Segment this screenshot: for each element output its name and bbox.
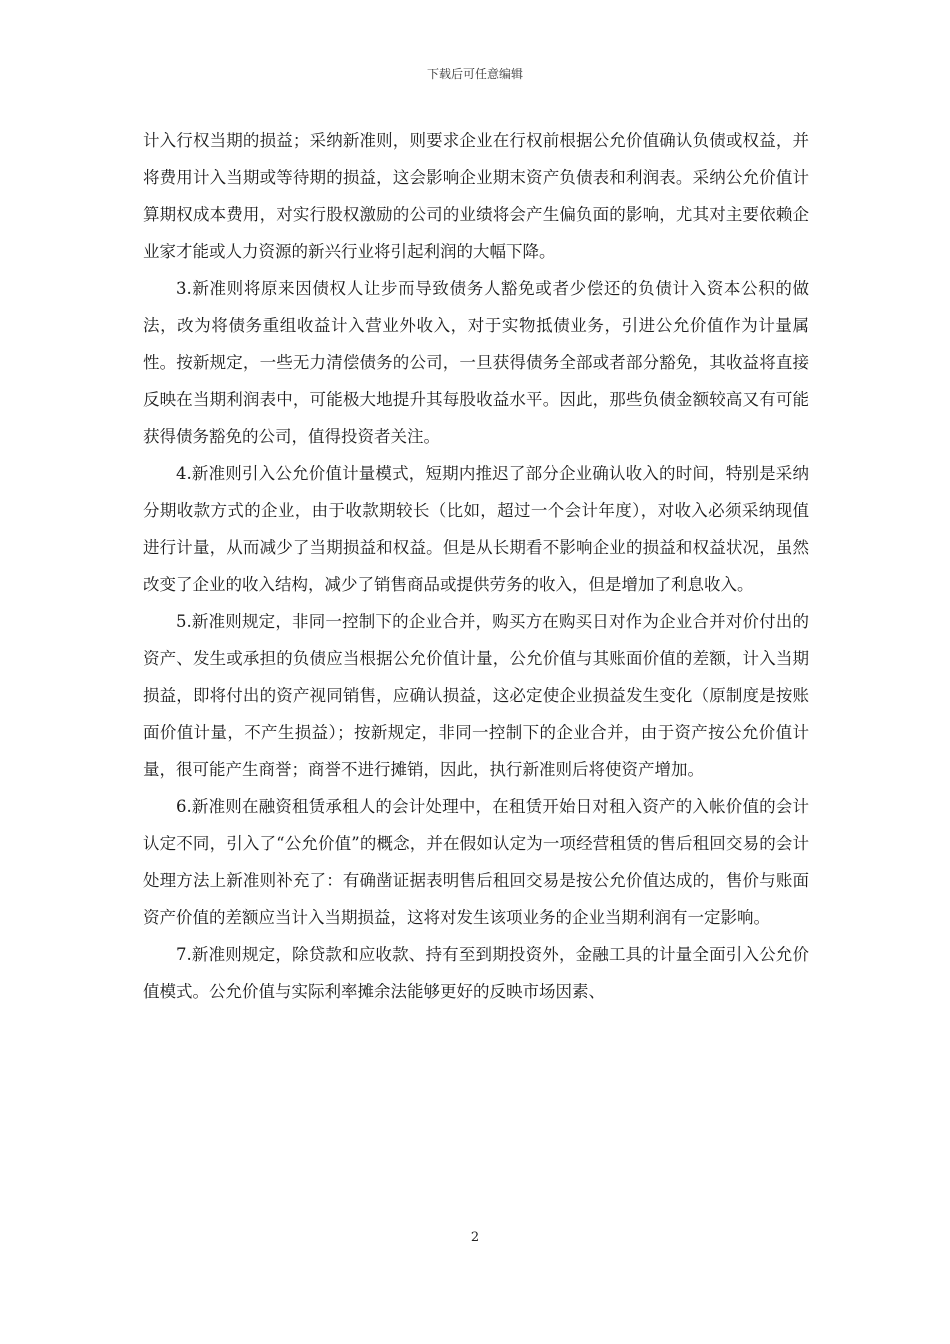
paragraph-item-3: 3.新准则将原来因债权人让步而导致债务人豁免或者少偿还的负债计入资本公积的做法，改为将债务重组收益计入营业外收入，对于实物抵债业务，引进公允价值作为计量属性。按新规定，一些无力清偿债务的公司，一旦获得债务全部或者部分豁免，其收益将直接反映在当期利润表中，可能极大地提升其每股收益水平。因此，那些负债金额较高又有可能获得债务豁免的公司，值得投资者关注。 bbox=[143, 279, 809, 446]
document-body bbox=[143, 122, 809, 1010]
page-header bbox=[0, 66, 950, 82]
page-number: 2 bbox=[470, 1230, 480, 1245]
paragraph-continuation: 计入行权当期的损益；采纳新准则，则要求企业在行权前根据公允价值确认负债或权益，并将费用计入当期或等待期的损益，这会影响企业期末资产负债表和利润表。采纳公允价值计算期权成本费用，对实行股权激励的公司的业绩将会产生偏负面的影响，尤其对主要依赖企业家才能或人力资源的新兴行业将引起利润的大幅下降。 bbox=[143, 131, 809, 261]
paragraph-item-5: 5.新准则规定，非同一控制下的企业合并，购买方在购买日对作为企业合并对价付出的资产、发生或承担的负债应当根据公允价值计量，公允价值与其账面价值的差额，计入当期损益，即将付出的资产视同销售，应确认损益，这必定使企业损益发生变化（原制度是按账面价值计量，不产生损益）；按新规定，非同一控制下的企业合并，由于资产按公允价值计量，很可能产生商誉；商誉不进行摊销，因此，执行新准则后将使资产增加。 bbox=[143, 612, 809, 779]
paragraph-item-6: 6.新准则在融资租赁承租人的会计处理中，在租赁开始日对租入资产的入帐价值的会计认定不同，引入了“公允价值”的概念，并在假如认定为一项经营租赁的售后租回交易的会计处理方法上新准则补充了：有确凿证据表明售后租回交易是按公允价值达成的，售价与账面资产价值的差额应当计入当期损益，这将对发生该项业务的企业当期利润有一定影响。 bbox=[143, 797, 809, 927]
page-footer bbox=[0, 1230, 950, 1246]
paragraph-item-7: 7.新准则规定，除贷款和应收款、持有至到期投资外，金融工具的计量全面引入公允价值模式。公允价值与实际利率摊余法能够更好的反映市场因素、 bbox=[143, 945, 809, 1001]
paragraph-item-4: 4.新准则引入公允价值计量模式，短期内推迟了部分企业确认收入的时间，特别是采纳分期收款方式的企业，由于收款期较长（比如，超过一个会计年度），对收入必须采纳现值进行计量，从而减少了当期损益和权益。但是从长期看不影响企业的损益和权益状况，虽然改变了企业的收入结构，减少了销售商品或提供劳务的收入，但是增加了利息收入。 bbox=[143, 464, 809, 594]
header-text: 下载后可任意编辑 bbox=[426, 67, 523, 81]
